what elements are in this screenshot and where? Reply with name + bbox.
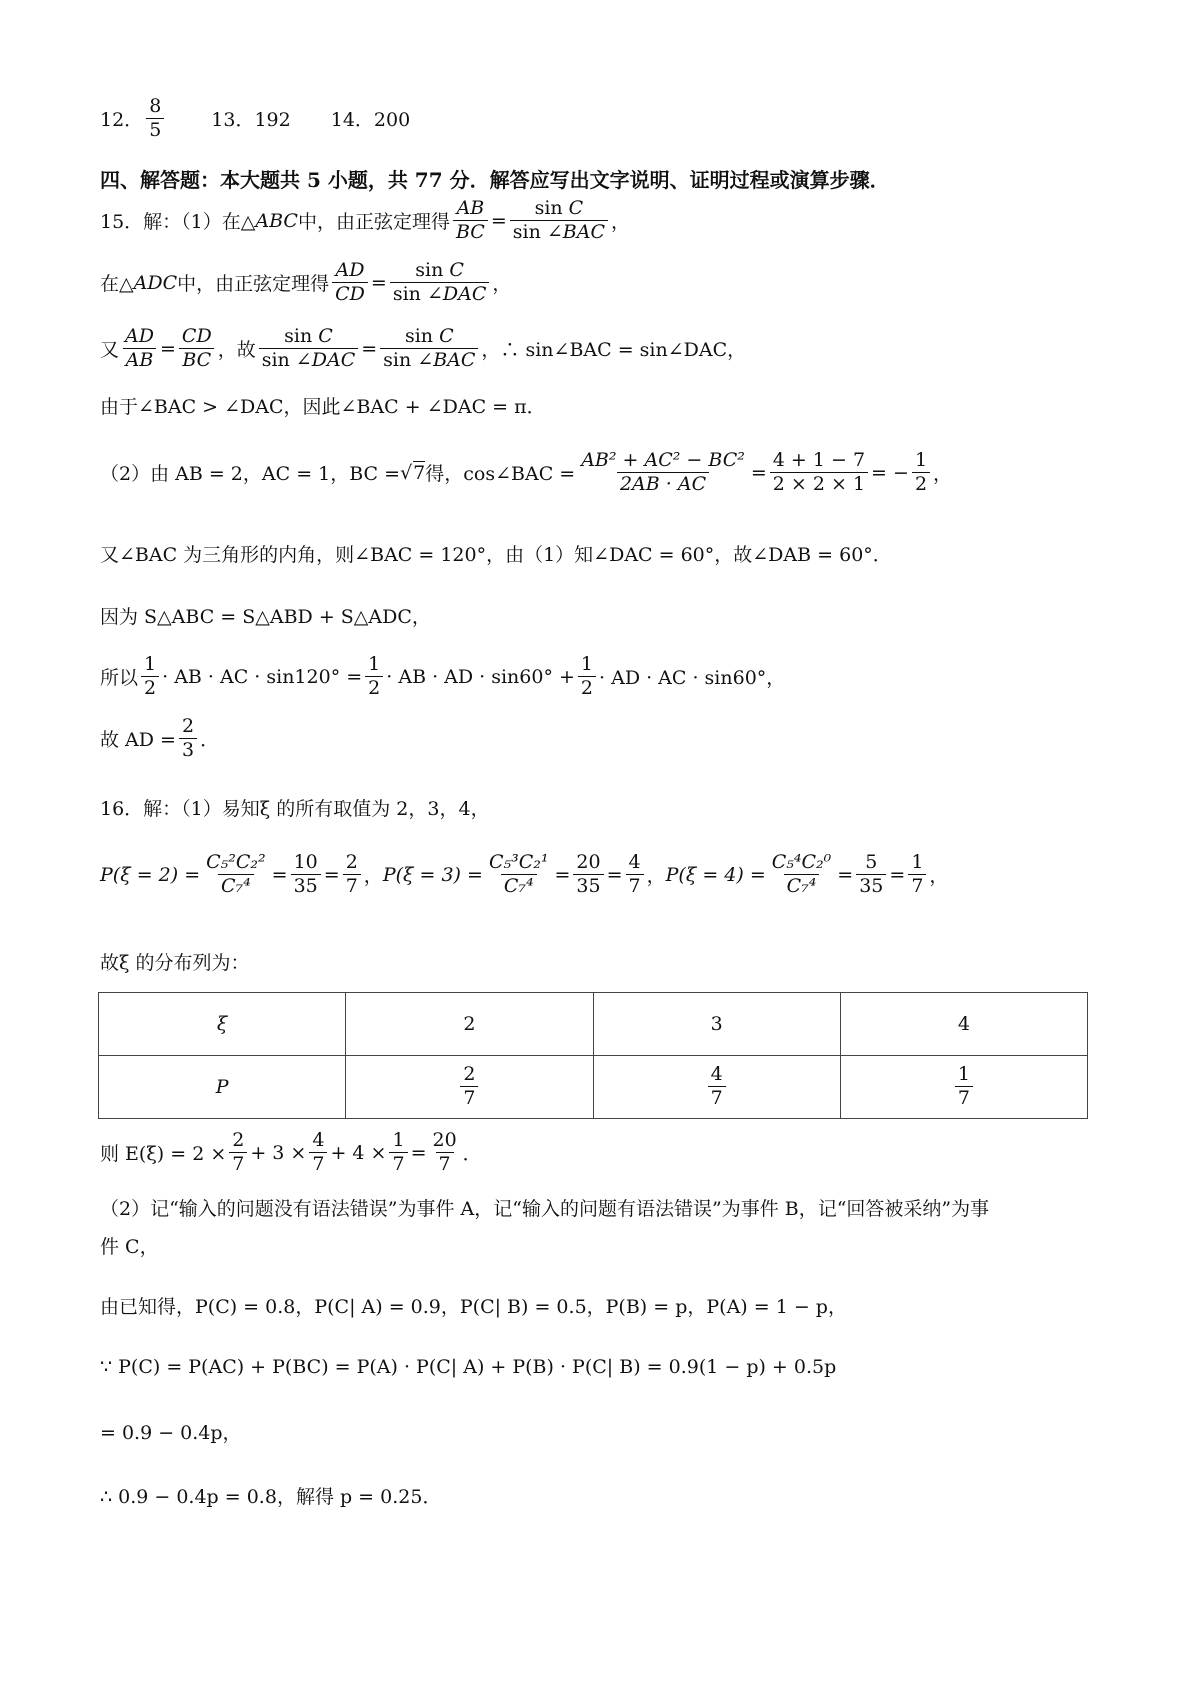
q16-part2-line-2: 件 C， (100, 1236, 159, 1258)
table-cell: $\frac{4}{7}$ (593, 1056, 840, 1119)
table-cell: $\frac{1}{7}$ (840, 1056, 1087, 1119)
q16-part2-line-5: = 0.9 − 0.4p， (100, 1422, 242, 1444)
q15-line-8: 所以 $\frac{1}{2}$ · AB · AC · sin120° = $\frac{1}{2}$ · AB · AD · sin60° + $\frac{1}{2}$ · AD · AC · sin60°， (100, 653, 786, 699)
table-cell: P (99, 1056, 346, 1119)
table-row (99, 1056, 1088, 1119)
distribution-intro: 故ξ 的分布列为： (100, 952, 250, 974)
q15-line-3: 又 $\frac{AD}{AB}$ = $\frac{CD}{BC}$ ，故 $\frac{\text{sin C}}{\text{sin ∠DAC}}$ = $\frac{\text{sin C}}{\text{sin ∠BAC}}$ ，∴ sin∠BAC = sin∠DAC， (100, 325, 747, 371)
sinc-sinbac-fraction: $\frac{\text{sin C}}{\text{sin ∠BAC}}$ (510, 198, 608, 244)
q15-line-9: 故 AD = $\frac{2}{3}$ ． (100, 715, 220, 761)
q15-line-7: 因为 S△ABC = S△ABD + S△ADC， (100, 606, 431, 628)
expectation-line: 则 E(ξ) = 2 × $\frac{2}{7}$ + 3 × $\frac{4}{7}$ + 4 × $\frac{1}{7}$ = $\frac{20}{7}$ ． (100, 1129, 482, 1175)
q13-answer: 13．192 (211, 109, 291, 132)
q16-part2-line-1: （2）记“输入的问题没有语法错误”为事件 A，记“输入的问题有语法错误”为事件 B，记“回答被采纳”为事 (100, 1198, 990, 1220)
section-title: 四、解答题：本大题共 5 小题，共 77 分．解答应写出文字说明、证明过程或演算步骤． (100, 168, 890, 192)
q15-part2-line: （2）由 AB = 2，AC = 1，BC = √7 得，cos∠BAC = $\frac{\text{AB² + AC² − BC²}}{2AB \cdot AC}$ = $\frac{4 + 1 - 7}{2 \times 2 \times 1}$ = − $\frac{1}{2}$ ， (100, 449, 953, 495)
table-row (99, 993, 1088, 1056)
table-cell: $\frac{2}{7}$ (346, 1056, 593, 1119)
q12-fraction: $\frac{8}{5}$ (146, 96, 164, 142)
q12-label: 12． (100, 109, 144, 132)
q16-part2-line-4: ∵ P(C) = P(AC) + P(BC) = P(A) · P(C| A) + P(B) · P(C| B) = 0.9(1 − p) + 0.5p (100, 1356, 837, 1378)
table-cell: 3 (593, 993, 840, 1056)
distribution-table (98, 992, 1088, 1119)
q15-line-6: 又∠BAC 为三角形的内角，则∠BAC = 120°，由（1）知∠DAC = 60°，故∠DAB = 60°． (100, 544, 892, 566)
q15-line-2: 在△ ADC 中，由正弦定理得 $\frac{AD}{CD}$ = $\frac{\text{sin C}}{\text{sin ∠DAC}}$ ， (100, 259, 512, 305)
ad-cd-fraction: $\frac{AD}{CD}$ (332, 260, 368, 306)
q15-line-4: 由于∠BAC > ∠DAC，因此∠BAC + ∠DAC = π． (100, 396, 546, 418)
table-cell: 2 (346, 993, 593, 1056)
q16-line-1: 16．解：（1）易知ξ 的所有取值为 2，3，4， (100, 798, 490, 820)
q14-answer: 14．200 (330, 109, 411, 132)
table-cell: ξ (99, 993, 346, 1056)
short-answers-row (100, 96, 410, 142)
q16-part2-line-3: 由已知得，P(C) = 0.8，P(C| A) = 0.9，P(C| B) = 0.5，P(B) = p，P(A) = 1 − p， (100, 1296, 847, 1318)
sinc-sindac-fraction: $\frac{\text{sin C}}{\text{sin ∠DAC}}$ (390, 260, 490, 306)
ab-bc-fraction: $\frac{AB}{BC}$ (453, 198, 488, 244)
q16-part2-line-6: ∴ 0.9 − 0.4p = 0.8，解得 p = 0.25． (100, 1486, 442, 1508)
q15-line-1: 15．解：（1）在△ ABC 中，由正弦定理得 $\frac{AB}{BC}$ = $\frac{\text{sin C}}{\text{sin ∠BAC}}$ ， (100, 197, 631, 243)
q16-probabilities: P(ξ = 2) = $\frac{\text{C₅²C₂²}}{\text{C₇⁴}}$ = $\frac{10}{35}$ = $\frac{2}{7}$ ， P(ξ = 3) = $\frac{\text{C₅³C₂¹}}{\text{C₇⁴}}$ = $\frac{20}{35}$ = $\frac{4}{7}$ ， P(ξ = 4) = $\frac{\text{C₅⁴C₂⁰}}{\text{C₇⁴}}$ = $\frac{5}{35}$ = $\frac{1}{7}$ ， (100, 851, 949, 897)
table-cell: 4 (840, 993, 1087, 1056)
cos-formula-fraction: $\frac{\text{AB² + AC² − BC²}}{2AB \cdot AC}$ (581, 449, 745, 495)
